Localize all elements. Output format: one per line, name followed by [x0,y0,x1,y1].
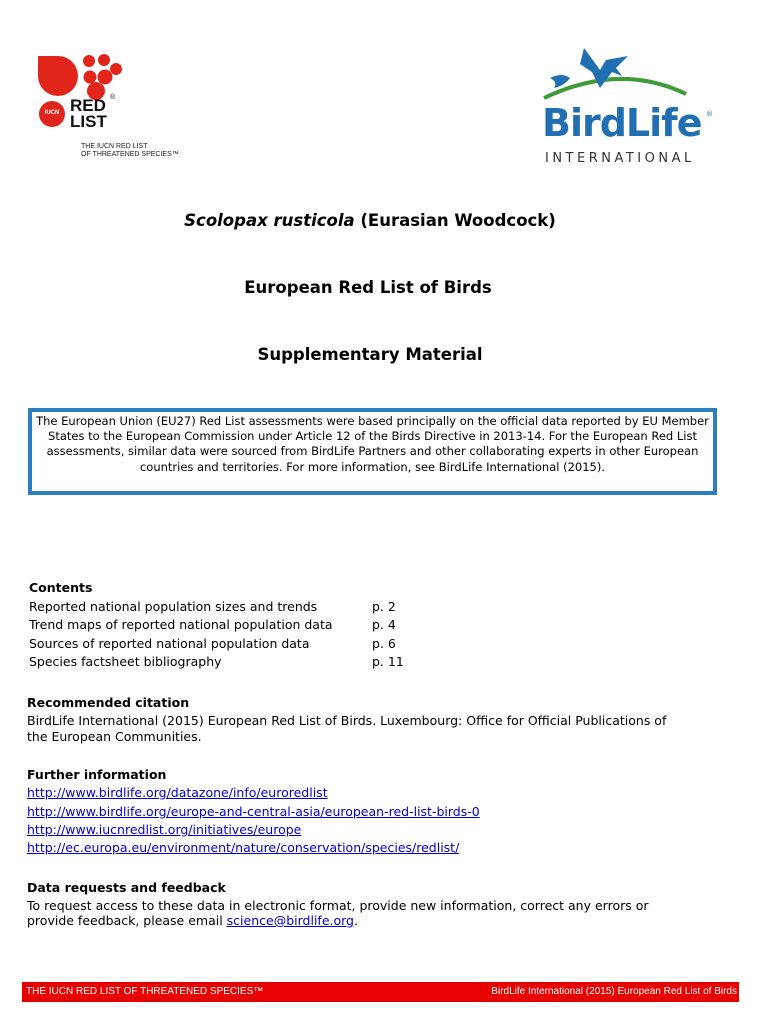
data-requests-line-1: To request access to these data in electronic format, provide new information, correct any errors or [27,898,649,913]
contents-item-label: Reported national population sizes and trends [29,599,318,614]
iucn-word-list: LIST [70,112,107,131]
data-requests-suffix: . [353,913,358,928]
document-title: European Red List of Birds [244,278,492,297]
iucn-tagline-2: OF THREATENED SPECIES™ [81,151,179,158]
citation-line-1: BirdLife International (2015) European Red List of Birds. Luxembourg: Office for Official Publications of [27,713,667,728]
link-iucn-europe[interactable]: http://www.iucnredlist.org/initiatives/europe [27,822,302,837]
species-title [0,211,754,230]
citation-heading: Recommended citation [27,695,190,710]
iucn-registered-mark: ® [110,94,116,101]
birdlife-logo [540,42,720,170]
link-ec-redlist[interactable]: http://ec.europa.eu/environment/nature/conservation/species/redlist/ [27,840,460,855]
citation-line-2: the European Communities. [27,729,202,744]
iucn-tagline-1: THE IUCN RED LIST [81,143,148,150]
document-subtitle: Supplementary Material [257,345,483,364]
email-link[interactable]: science@birdlife.org [226,913,354,928]
contents-heading: Contents [29,580,93,595]
data-requests-heading: Data requests and feedback [27,880,226,895]
link-birdlife-datazone[interactable]: http://www.birdlife.org/datazone/info/euroredlist [27,785,328,800]
iucn-red-list-logo [36,52,196,162]
intro-notice-box [28,408,717,495]
link-birdlife-europe[interactable]: http://www.birdlife.org/europe-and-central-asia/european-red-list-birds-0 [27,804,480,819]
species-latin-name: Scolopax rusticola [184,211,355,230]
footer-right-text: BirdLife International (2015) European Red List of Birds [491,986,737,997]
data-requests-line-2 [27,913,358,929]
intro-text: The European Union (EU27) Red List assessments were based principally on the official data reported by EU Member States to the European Commission under Article 12 of the Birds Directive in 2013-14. For the European Red List assessments, similar data were sourced from BirdLife Partners and other collaborating experts in other European countries and territories. For more information, see BirdLife International (2015). [36,414,709,474]
contents-item-label: Sources of reported national population data [29,636,310,651]
contents-item-page: p. 4 [372,617,396,632]
iucn-badge-label: IUCN [44,110,60,116]
footer-bar [22,982,739,1002]
further-info-heading: Further information [27,767,167,782]
iucn-drop-shape [38,56,78,96]
species-common-name: (Eurasian Woodcock) [354,211,556,230]
contents-item-page: p. 11 [372,654,404,669]
contents-item-page: p. 6 [372,636,396,651]
contents-item-label: Trend maps of reported national population data [29,617,333,632]
birdlife-registered-mark: ® [706,110,713,118]
birdlife-name: BirdLife [542,101,702,145]
footer-left-text: THE IUCN RED LIST OF THREATENED SPECIES™ [26,986,264,997]
iucn-word-red: RED [70,96,106,115]
birdlife-subtitle: INTERNATIONAL [545,151,695,166]
contents-item-page: p. 2 [372,599,396,614]
contents-item-label: Species factsheet bibliography [29,654,222,669]
data-requests-prefix: provide feedback, please email [27,913,227,928]
